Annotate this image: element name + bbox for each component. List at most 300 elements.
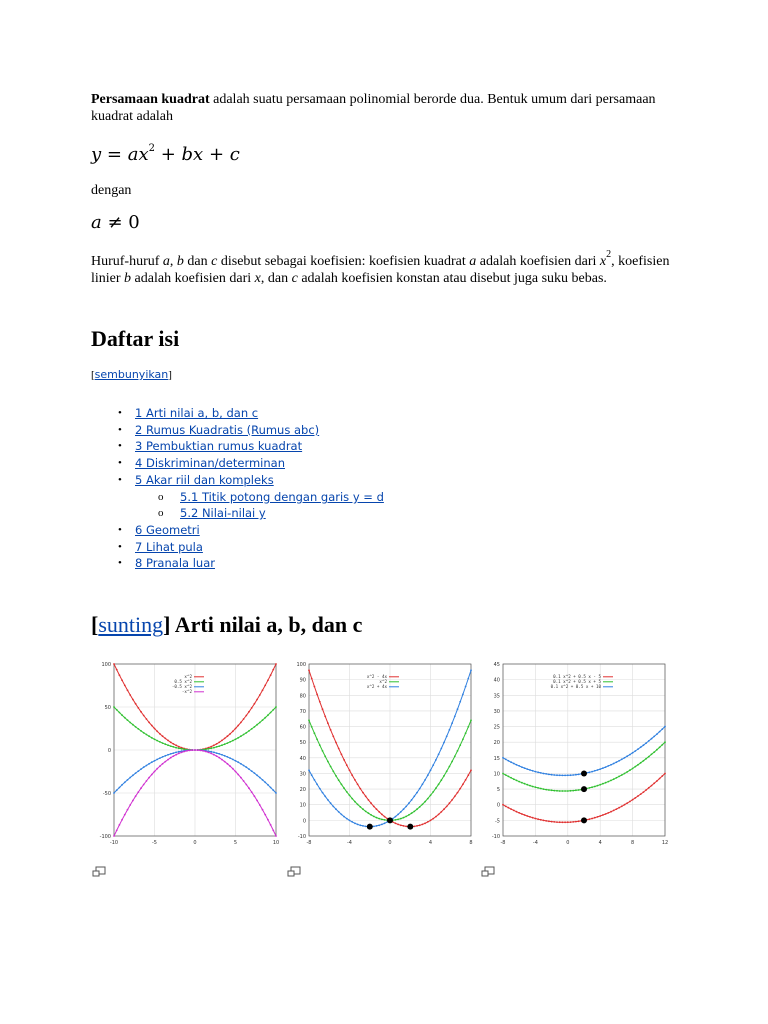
var-a: a xyxy=(162,254,170,269)
data-point xyxy=(224,743,226,745)
data-point xyxy=(440,779,442,781)
data-point xyxy=(330,802,332,804)
data-point xyxy=(259,804,261,806)
data-point xyxy=(205,751,207,753)
x-tick-label: -8 xyxy=(306,840,312,846)
data-point xyxy=(359,824,361,826)
data-point xyxy=(400,811,402,813)
data-point xyxy=(594,786,596,788)
data-point xyxy=(256,724,258,726)
data-point xyxy=(229,757,231,759)
bullet-dot: • xyxy=(118,407,122,419)
text: , xyxy=(169,254,177,269)
quadratic-formula xyxy=(91,144,240,165)
data-point xyxy=(116,709,118,711)
data-point xyxy=(591,818,593,820)
toc-link[interactable]: 3 Pembuktian rumus kuadrat xyxy=(135,439,303,453)
data-point xyxy=(124,781,126,783)
data-point xyxy=(424,779,426,781)
data-point xyxy=(113,663,115,665)
edit-link[interactable]: sunting xyxy=(98,612,164,637)
legend-label: x^2 - 4x xyxy=(366,674,387,679)
x-tick-label: 0 xyxy=(566,840,570,846)
data-point xyxy=(346,791,348,793)
toc-link[interactable]: 1 Arti nilai a, b, dan c xyxy=(135,406,259,420)
series-line xyxy=(503,742,665,791)
chart-svg xyxy=(92,658,282,848)
data-point xyxy=(551,821,553,823)
data-point xyxy=(245,732,247,734)
data-point xyxy=(216,743,218,745)
data-point xyxy=(332,806,334,808)
enlarge-icon[interactable] xyxy=(92,866,106,878)
data-point xyxy=(151,737,153,739)
data-point xyxy=(454,755,456,757)
text: adalah koefisien dari xyxy=(131,271,255,286)
data-point xyxy=(446,770,448,772)
data-point xyxy=(129,777,131,779)
data-point xyxy=(465,779,467,781)
data-point xyxy=(221,754,223,756)
data-point xyxy=(140,787,142,789)
data-point xyxy=(540,788,542,790)
x-tick-label: -4 xyxy=(347,840,352,846)
data-point xyxy=(645,758,647,760)
data-point xyxy=(164,743,166,745)
data-point xyxy=(505,805,507,807)
data-point xyxy=(413,811,415,813)
data-point xyxy=(643,791,645,793)
data-point xyxy=(459,701,461,703)
data-point xyxy=(237,774,239,776)
data-point xyxy=(235,728,237,730)
data-point xyxy=(451,722,453,724)
y-tick-label: 50 xyxy=(104,705,111,711)
data-point xyxy=(505,758,507,760)
data-point xyxy=(240,777,242,779)
data-point xyxy=(232,759,234,761)
data-point xyxy=(591,786,593,788)
data-point xyxy=(430,794,432,796)
legend-label: 0.5 x^2 xyxy=(174,679,192,684)
y-tick-label: 10 xyxy=(493,771,500,778)
data-point xyxy=(567,790,569,792)
equals-sign: = xyxy=(106,144,128,165)
data-point xyxy=(124,814,126,816)
data-point xyxy=(264,685,266,687)
data-point xyxy=(589,787,591,789)
data-point xyxy=(240,722,242,724)
data-point xyxy=(578,789,580,791)
data-point xyxy=(424,822,426,824)
y-tick-label: 45 xyxy=(493,662,500,668)
data-point xyxy=(626,755,628,757)
data-point xyxy=(629,769,631,771)
enlarge-icon[interactable] xyxy=(481,866,495,878)
data-point xyxy=(359,788,361,790)
highlight-point xyxy=(581,786,587,792)
data-point xyxy=(272,709,274,711)
data-point xyxy=(210,753,212,755)
data-point xyxy=(378,818,380,820)
data-point xyxy=(175,744,177,746)
y-tick-label: 20 xyxy=(493,740,500,747)
y-tick-label: 35 xyxy=(493,693,500,700)
data-point xyxy=(251,728,253,730)
data-point xyxy=(664,773,666,775)
data-point xyxy=(113,835,115,837)
data-point xyxy=(545,789,547,791)
data-point xyxy=(405,806,407,808)
data-point xyxy=(143,784,145,786)
data-point xyxy=(594,817,596,819)
data-point xyxy=(224,738,226,740)
x-tick-label: 8 xyxy=(469,840,473,846)
data-point xyxy=(540,772,542,774)
data-point xyxy=(124,685,126,687)
data-point xyxy=(449,802,451,804)
chart-svg xyxy=(481,658,671,848)
data-point xyxy=(378,824,380,826)
data-point xyxy=(570,790,572,792)
data-point xyxy=(537,818,539,820)
data-point xyxy=(397,819,399,821)
data-point xyxy=(567,821,569,823)
data-point xyxy=(154,771,156,773)
data-point xyxy=(270,787,272,789)
data-point xyxy=(400,818,402,820)
data-point xyxy=(237,725,239,727)
data-point xyxy=(121,784,123,786)
data-point xyxy=(146,718,148,720)
data-point xyxy=(607,765,609,767)
series-line xyxy=(503,774,665,823)
data-point xyxy=(210,747,212,749)
data-point xyxy=(170,757,172,759)
data-point xyxy=(351,821,353,823)
data-point xyxy=(338,779,340,781)
data-point xyxy=(535,786,537,788)
data-point xyxy=(132,800,134,802)
y-tick-label: -10 xyxy=(491,834,500,840)
y-tick-label: 0 xyxy=(496,802,500,809)
data-point xyxy=(381,819,383,821)
data-point xyxy=(338,748,340,750)
data-point xyxy=(395,819,397,821)
data-point xyxy=(159,757,161,759)
highlight-point xyxy=(407,824,413,830)
data-point xyxy=(427,798,429,800)
data-point xyxy=(605,813,607,815)
data-point xyxy=(324,755,326,757)
data-point xyxy=(624,804,626,806)
legend-label: -x^2 xyxy=(181,689,192,694)
data-point xyxy=(457,708,459,710)
data-point xyxy=(602,767,604,769)
data-point xyxy=(173,752,175,754)
data-point xyxy=(178,753,180,755)
data-point xyxy=(591,771,593,773)
data-point xyxy=(148,763,150,765)
data-point xyxy=(162,756,164,758)
highlight-point xyxy=(581,771,587,777)
data-point xyxy=(365,826,367,828)
data-point xyxy=(210,751,212,753)
data-point xyxy=(119,674,121,676)
data-point xyxy=(275,706,277,708)
data-point xyxy=(432,764,434,766)
highlight-point xyxy=(581,817,587,823)
data-point xyxy=(121,679,123,681)
data-point xyxy=(221,740,223,742)
data-point xyxy=(156,740,158,742)
data-point xyxy=(275,663,277,665)
section-title: Arti nilai a, b, dan c xyxy=(174,612,363,637)
data-point xyxy=(659,746,661,748)
data-point xyxy=(173,743,175,745)
data-point xyxy=(311,678,313,680)
data-point xyxy=(653,751,655,753)
legend-label: x^2 + 4x xyxy=(366,684,387,689)
text: , dan xyxy=(260,271,292,286)
data-point xyxy=(443,775,445,777)
data-point xyxy=(146,780,148,782)
chart-coefficient-c xyxy=(481,658,671,848)
data-point xyxy=(173,746,175,748)
data-point xyxy=(218,753,220,755)
data-point xyxy=(451,799,453,801)
data-point xyxy=(311,774,313,776)
data-point xyxy=(422,804,424,806)
y-tick-label: 100 xyxy=(101,662,111,668)
bullet-dot: • xyxy=(118,474,122,486)
data-point xyxy=(308,669,310,671)
data-point xyxy=(116,669,118,671)
data-point xyxy=(270,712,272,714)
y-tick-label: 80 xyxy=(299,693,306,700)
y-tick-label: 15 xyxy=(493,755,500,762)
data-point xyxy=(572,821,574,823)
plus-sign: + xyxy=(208,144,230,165)
toc-link[interactable]: 5.1 Titik potong dengan garis y = d xyxy=(180,490,384,504)
data-point xyxy=(314,779,316,781)
data-point xyxy=(235,760,237,762)
data-point xyxy=(319,744,321,746)
data-point xyxy=(308,769,310,771)
condition-formula xyxy=(91,212,140,233)
data-point xyxy=(181,748,183,750)
var-b: b xyxy=(124,271,132,286)
data-point xyxy=(330,766,332,768)
data-point xyxy=(648,787,650,789)
data-point xyxy=(132,774,134,776)
condition-value: 0 xyxy=(128,212,140,233)
data-point xyxy=(154,760,156,762)
data-point xyxy=(208,748,210,750)
data-point xyxy=(208,752,210,754)
data-point xyxy=(341,753,343,755)
data-point xyxy=(113,792,115,794)
data-point xyxy=(365,795,367,797)
data-point xyxy=(459,788,461,790)
data-point xyxy=(384,816,386,818)
data-point xyxy=(516,780,518,782)
data-point xyxy=(127,689,129,691)
data-point xyxy=(648,740,650,742)
data-point xyxy=(613,763,615,765)
data-point xyxy=(432,818,434,820)
text: adalah koefisien konstan atau disebut juga suku bebas. xyxy=(297,271,607,286)
data-point xyxy=(162,735,164,737)
legend-label: 0.1 x^2 + 0.5 x - 5 xyxy=(553,674,601,679)
data-point xyxy=(256,699,258,701)
data-point xyxy=(341,814,343,816)
data-point xyxy=(164,761,166,763)
data-point xyxy=(454,715,456,717)
data-point xyxy=(446,806,448,808)
enlarge-icon[interactable] xyxy=(287,866,301,878)
toc-hide-link[interactable]: sembunyikan xyxy=(94,368,169,381)
data-point xyxy=(438,783,440,785)
text: Huruf-huruf xyxy=(91,254,163,269)
data-point xyxy=(189,750,191,752)
data-point xyxy=(221,744,223,746)
y-tick-label: 40 xyxy=(493,677,500,684)
legend-label: x^2 xyxy=(379,679,387,684)
dengan-text: dengan xyxy=(91,183,132,198)
data-point xyxy=(264,814,266,816)
data-point xyxy=(632,799,634,801)
data-point xyxy=(216,746,218,748)
data-point xyxy=(116,830,118,832)
data-point xyxy=(508,776,510,778)
data-point xyxy=(653,782,655,784)
data-point xyxy=(548,789,550,791)
y-tick-label: 10 xyxy=(299,802,306,809)
data-point xyxy=(140,768,142,770)
toc-link[interactable]: 8 Pranala luar xyxy=(135,556,215,570)
data-point xyxy=(384,822,386,824)
data-point xyxy=(343,759,345,761)
data-point xyxy=(602,783,604,785)
data-point xyxy=(272,669,274,671)
data-point xyxy=(324,715,326,717)
data-point xyxy=(362,825,364,827)
data-point xyxy=(556,790,558,792)
data-point xyxy=(618,807,620,809)
data-point xyxy=(232,740,234,742)
data-point xyxy=(327,722,329,724)
data-point xyxy=(308,719,310,721)
toc-link[interactable]: 5 Akar riil dan kompleks xyxy=(135,473,274,487)
y-tick-label: 20 xyxy=(299,787,306,794)
data-point xyxy=(610,764,612,766)
data-point xyxy=(659,778,661,780)
data-point xyxy=(167,759,169,761)
data-point xyxy=(599,784,601,786)
data-point xyxy=(248,730,250,732)
data-point xyxy=(146,765,148,767)
toc-link[interactable]: 4 Diskriminan/determinan xyxy=(135,456,285,470)
data-point xyxy=(532,786,534,788)
toc-link[interactable]: 2 Rumus Kuadratis (Rumus abc) xyxy=(135,423,320,437)
text: disebut sebagai koefisien: koefisien kuadrat xyxy=(217,254,470,269)
formula-term-c: c xyxy=(229,144,240,165)
formula-term-a: ax xyxy=(127,144,149,165)
data-point xyxy=(259,722,261,724)
data-point xyxy=(357,783,359,785)
data-point xyxy=(162,763,164,765)
data-point xyxy=(422,824,424,826)
data-point xyxy=(465,686,467,688)
data-point xyxy=(624,773,626,775)
chart-coefficient-b xyxy=(287,658,477,848)
data-point xyxy=(562,775,564,777)
toc-link[interactable]: 7 Lihat pula xyxy=(135,540,203,554)
data-point xyxy=(227,735,229,737)
data-point xyxy=(656,749,658,751)
data-point xyxy=(537,787,539,789)
chart-coefficient-a xyxy=(92,658,282,848)
data-point xyxy=(510,808,512,810)
bullet-dot: • xyxy=(118,541,122,553)
data-point xyxy=(218,745,220,747)
data-point xyxy=(532,817,534,819)
data-point xyxy=(575,821,577,823)
toc-link[interactable]: 5.2 Nilai-nilai y xyxy=(180,506,266,520)
data-point xyxy=(275,792,277,794)
x-tick-label: 0 xyxy=(388,840,392,846)
data-point xyxy=(435,816,437,818)
data-point xyxy=(213,744,215,746)
data-point xyxy=(159,765,161,767)
data-point xyxy=(159,733,161,735)
data-point xyxy=(575,789,577,791)
data-point xyxy=(462,693,464,695)
data-point xyxy=(548,820,550,822)
data-point xyxy=(413,795,415,797)
data-point xyxy=(191,749,193,751)
data-point xyxy=(559,790,561,792)
data-point xyxy=(213,747,215,749)
highlight-point xyxy=(367,824,373,830)
data-point xyxy=(316,783,318,785)
data-point xyxy=(270,674,272,676)
legend-label: 0.1 x^2 + 0.5 x + 10 xyxy=(550,684,601,689)
data-point xyxy=(632,768,634,770)
data-point xyxy=(543,788,545,790)
data-point xyxy=(175,751,177,753)
data-point xyxy=(599,768,601,770)
data-point xyxy=(435,787,437,789)
data-point xyxy=(216,752,218,754)
data-point xyxy=(270,824,272,826)
data-point xyxy=(508,760,510,762)
data-point xyxy=(589,818,591,820)
data-point xyxy=(178,751,180,753)
data-point xyxy=(408,802,410,804)
data-point xyxy=(178,746,180,748)
toc-link[interactable]: 6 Geometri xyxy=(135,523,200,537)
highlight-point xyxy=(387,817,393,823)
data-point xyxy=(403,825,405,827)
data-point xyxy=(232,730,234,732)
data-point xyxy=(626,802,628,804)
data-point xyxy=(267,714,269,716)
data-point xyxy=(443,742,445,744)
data-point xyxy=(267,679,269,681)
legend-label: 0.1 x^2 + 0.5 x + 5 xyxy=(553,679,601,684)
